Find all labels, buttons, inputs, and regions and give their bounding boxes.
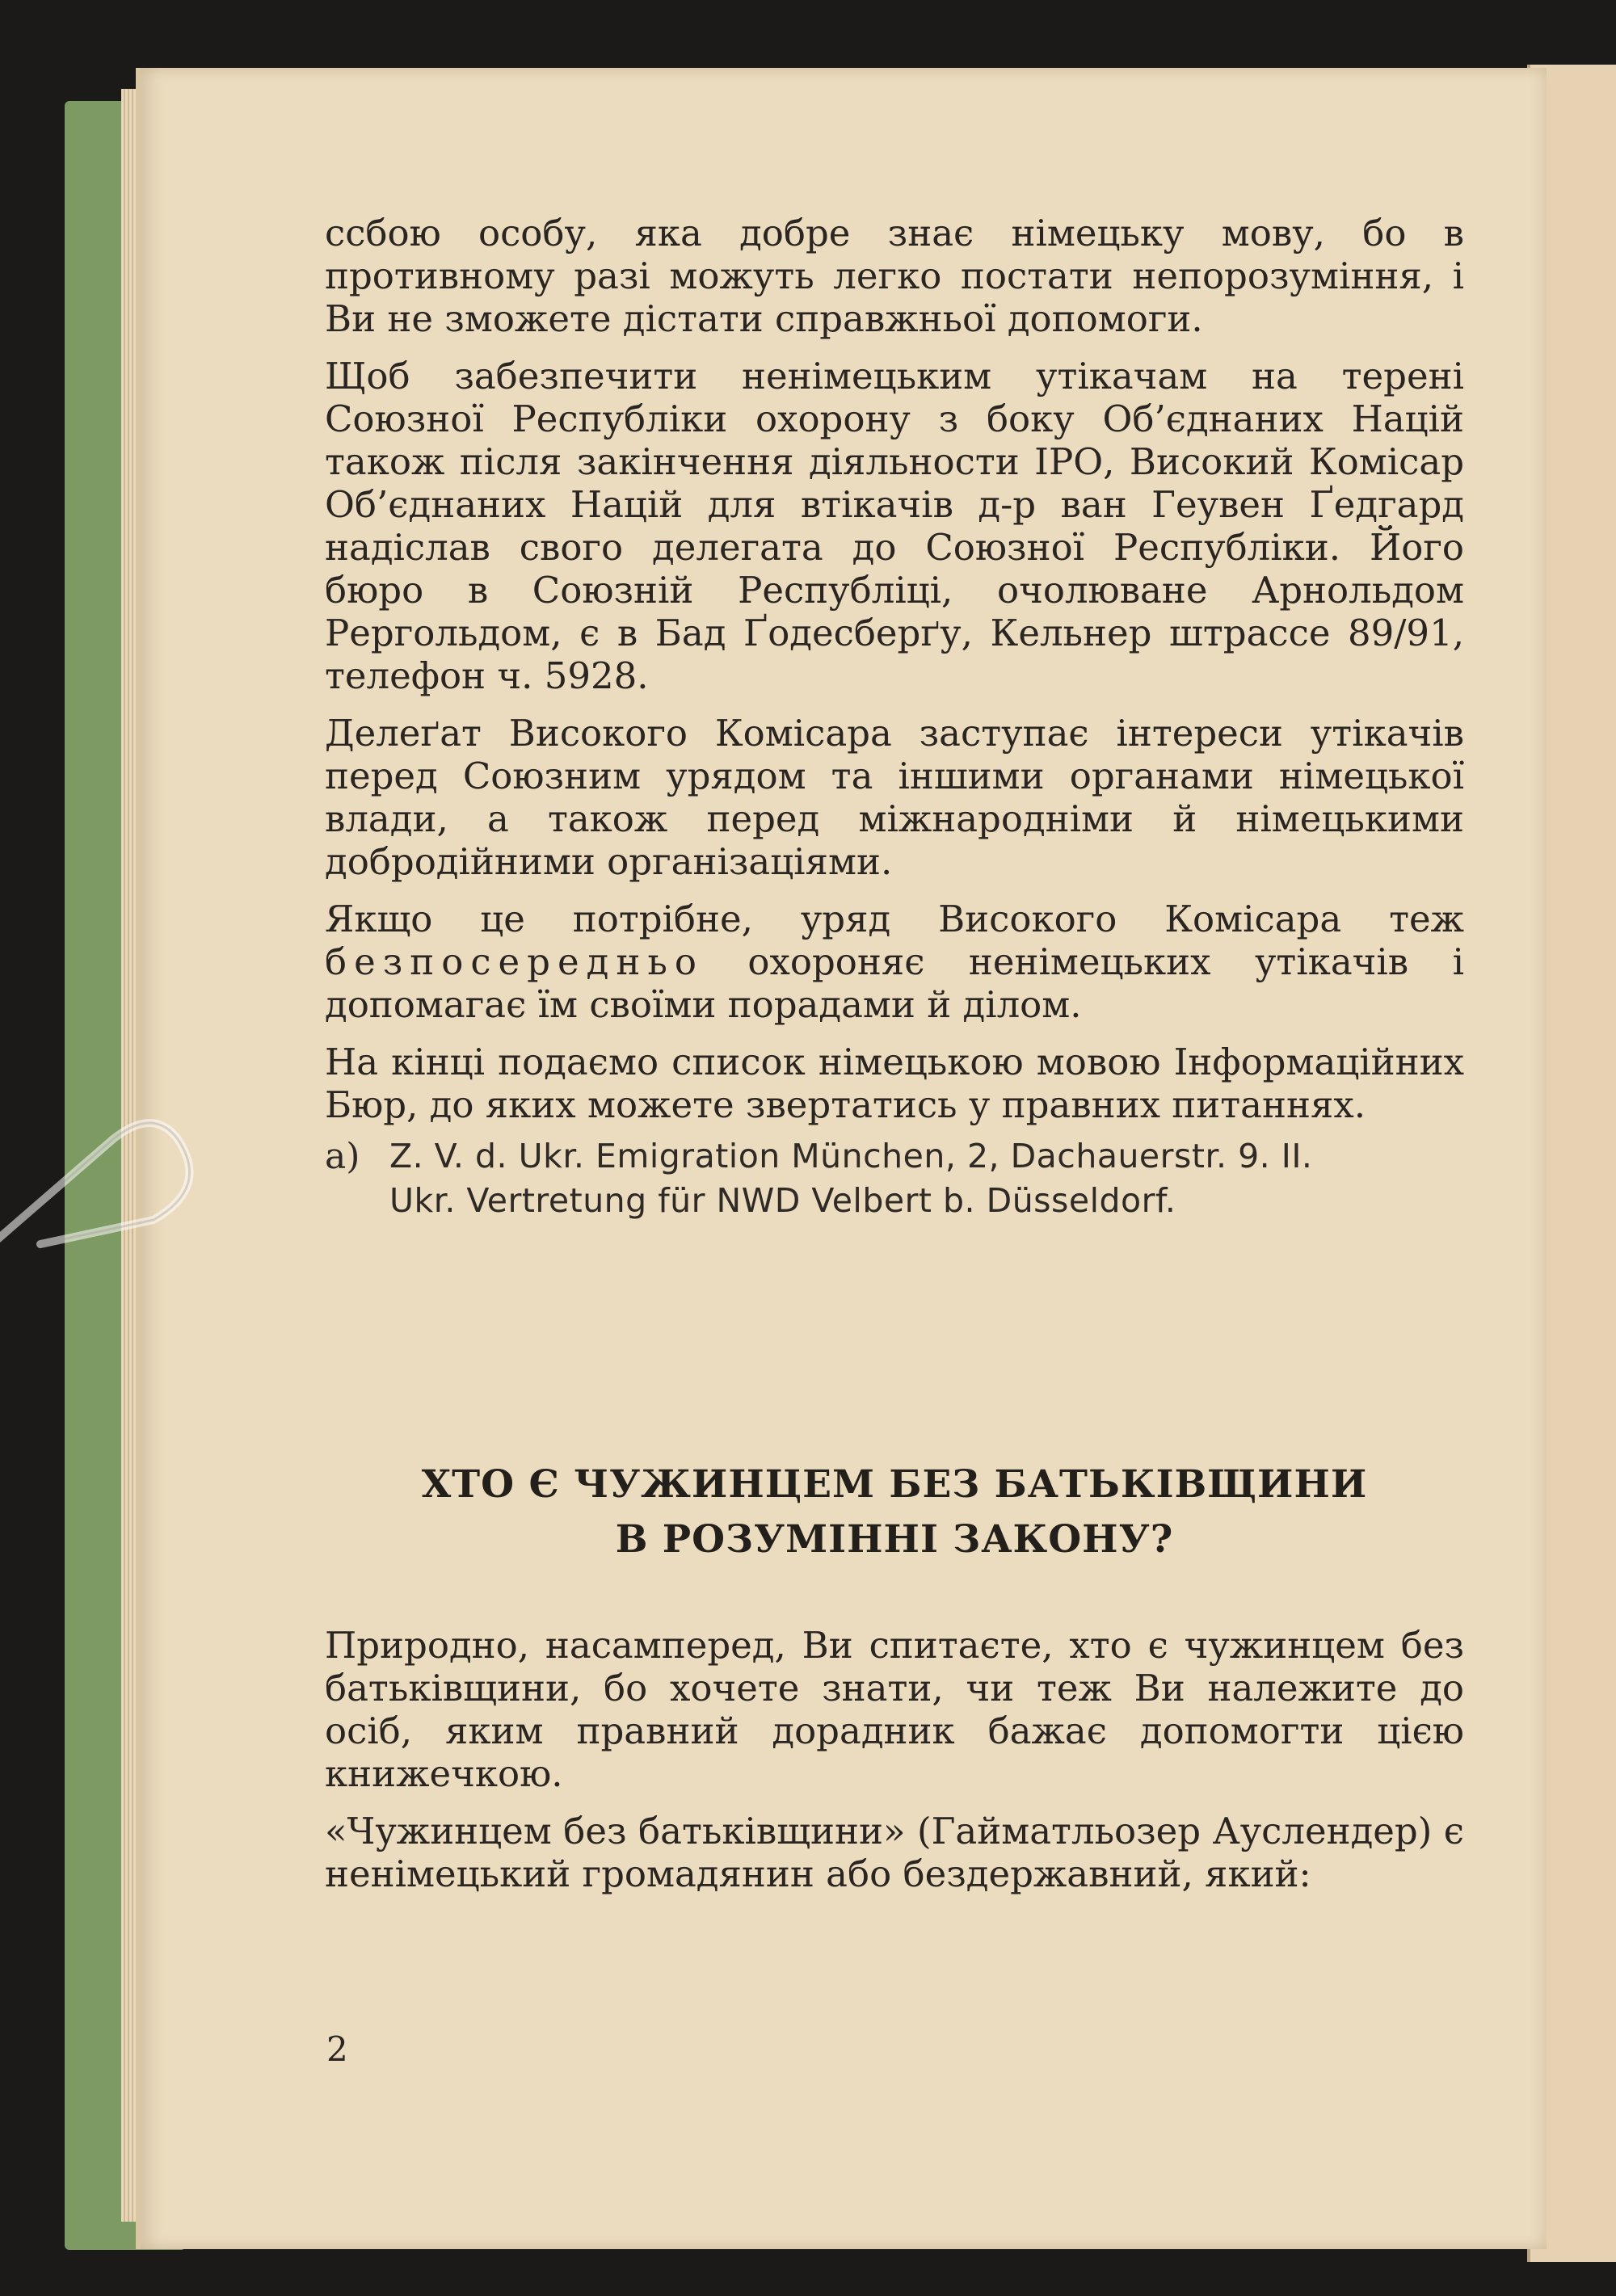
paragraph-5: На кінці подаємо список німецькою мовою Інформаційних Бюр, до яких можете звертатись у правних питаннях. <box>325 1041 1464 1126</box>
page-number: 2 <box>326 2029 348 2069</box>
paragraph-4-end: охороняє ненімецьких утікачів і допомагає їм своїми порадами й ділом. <box>325 940 1464 1026</box>
heading-line-2: В РОЗУМІННІ ЗАКОНУ? <box>615 1517 1174 1562</box>
paragraph-3: Делеґат Високого Комісара заступає інтереси утікачів перед Союзним урядом та іншими органами німецької влади, а також перед міжнародніми й німецькими добродійними організаціями. <box>325 712 1464 883</box>
section-heading <box>325 1457 1464 1567</box>
heading-line-1: ХТО Є ЧУЖИНЦЕМ БЕЗ БАТЬКІВЩИНИ <box>421 1462 1368 1507</box>
address-label: a) <box>325 1136 360 1177</box>
paragraph-2: Щоб забезпечити ненімецьким утікачам на терені Союзної Республіки охорону з боку Об’єднаних Націй також після закінчення діяльности ІРО, Високий Комісар Об’єднаних Націй для втікачів д-р ван Геувен Ґедгард надіслав свого делегата до Союзної Республіки. Його бюро в Союзній Республіці, очолюване Арнольдом Рергольдом, є в Бад Ґодесберґу, Кельнер штрассе 89/91, телефон ч. 5928. <box>325 355 1464 697</box>
emphasized-word: безпосередньо <box>325 940 704 983</box>
paragraph-4 <box>325 898 1464 1026</box>
paragraph-4-start: Якщо це потрібне, уряд Високого Комісара теж <box>325 898 1464 940</box>
address-line-1: Z. V. d. Ukr. Emigration München, 2, Dachauerstr. 9. II. <box>389 1137 1313 1175</box>
paragraph-6: Природно, насамперед, Ви спитаєте, хто є чужинцем без батьківщини, бо хочете знати, чи теж Ви належите до осіб, яким правний дорадник бажає допомогти цією книжечкою. <box>325 1624 1464 1795</box>
address-list <box>325 1134 1464 1223</box>
paragraph-7: «Чужинцем без батьківщини» (Гайматльозер Ауслендер) є ненімецький громадянин або бездержавний, який: <box>325 1810 1464 1895</box>
paragraph-1: ссбою особу, яка добре знає німецьку мову, бо в противному разі можуть легко постати непорозуміння, і Ви не зможете дістати справжньої допомоги. <box>325 212 1464 340</box>
address-line-2: Ukr. Vertretung für NWD Velbert b. Düsseldorf. <box>389 1181 1176 1220</box>
address-lines <box>389 1134 1464 1223</box>
page-content <box>325 212 1464 1910</box>
